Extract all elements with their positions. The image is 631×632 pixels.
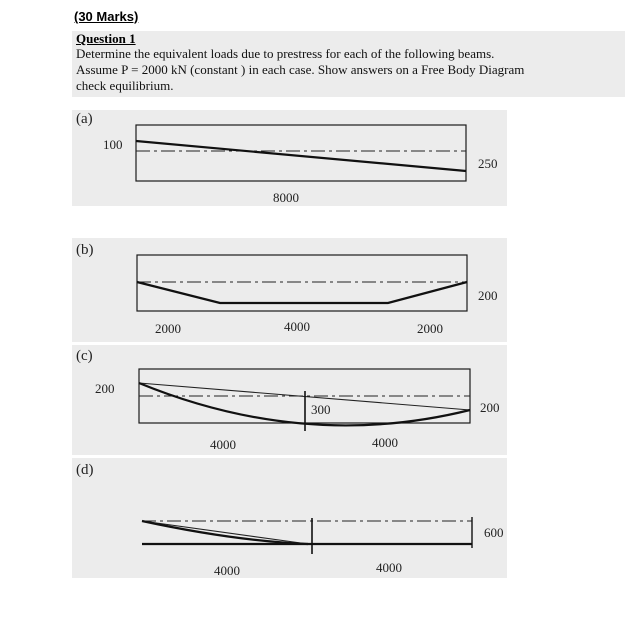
question-line-3: check equilibrium. (76, 78, 174, 93)
question-line-1: Determine the equivalent loads due to prestress for each of the following beams. (76, 46, 495, 61)
beam-a-outline (136, 125, 466, 181)
figure-d-span-left: 4000 (214, 563, 240, 578)
question-line-2: Assume P = 2000 kN (constant ) in each case. Show answers on a Free Body Diagram (76, 62, 525, 77)
beam-a-tendon (136, 141, 466, 171)
figure-c-left-value: 200 (95, 381, 115, 396)
figure-d-span-right: 4000 (376, 560, 402, 575)
beam-d-chord (142, 521, 308, 544)
figure-b-span-left: 2000 (155, 321, 181, 336)
marks-label: (30 Marks) (74, 9, 139, 24)
figure-c-right-value: 200 (480, 400, 500, 415)
figure-a-label: (a) (76, 111, 93, 127)
figure-b-right-value: 200 (478, 288, 498, 303)
figure-c-span-right: 4000 (372, 435, 398, 450)
figure-c-span-left: 4000 (210, 437, 236, 452)
figure-d-right-value: 600 (484, 525, 504, 540)
figure-b-span-right: 2000 (417, 321, 443, 336)
figure-c-label: (c) (76, 348, 93, 364)
figure-a-span: 8000 (273, 190, 299, 205)
beam-b-tendon (137, 282, 467, 303)
figure-a-left-value: 100 (103, 137, 123, 152)
question-title: Question 1 (76, 31, 136, 46)
figure-c-mid-value: 300 (311, 402, 331, 417)
figure-b-span-mid: 4000 (284, 319, 310, 334)
figure-a-right-value: 250 (478, 156, 498, 171)
figure-b-label: (b) (76, 242, 94, 258)
figure-d-label: (d) (76, 462, 94, 478)
